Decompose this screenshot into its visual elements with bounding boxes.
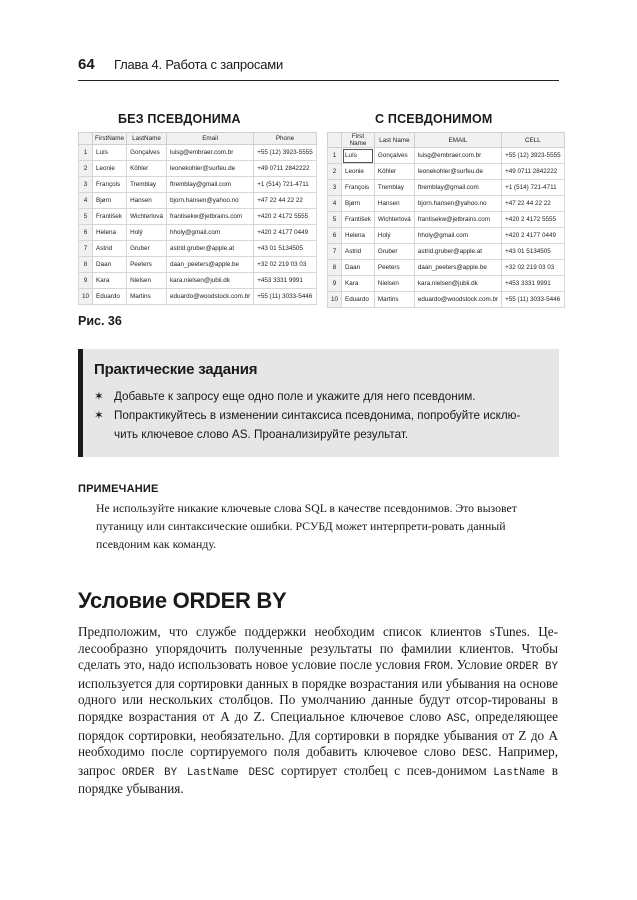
table-row xyxy=(328,164,565,180)
table-cell: ftremblay@gmail.com xyxy=(166,177,253,193)
table-cell: Daan xyxy=(342,260,375,276)
table-cell: eduardo@woodstock.com.br xyxy=(414,292,501,308)
page-number: 64 xyxy=(78,56,95,73)
table-cell: François xyxy=(93,177,127,193)
table-cell: hholy@gmail.com xyxy=(414,228,501,244)
note-title: ПРИМЕЧАНИЕ xyxy=(78,483,159,495)
row-index: 9 xyxy=(79,273,93,289)
table-cell: Hansen xyxy=(374,196,414,212)
table-cell: kara.nielsen@jubii.dk xyxy=(414,276,501,292)
table-cell: frantisekw@jetbrains.com xyxy=(166,209,253,225)
table-cell: Peeters xyxy=(374,260,414,276)
table-cell: leonekohler@surfeu.de xyxy=(166,161,253,177)
inline-code: ORDER BY xyxy=(505,661,558,674)
table-cell: astrid.gruber@apple.at xyxy=(414,244,501,260)
exercise-list xyxy=(94,387,544,444)
row-index: 2 xyxy=(79,161,93,177)
inline-code: DESC xyxy=(462,748,489,761)
row-index: 7 xyxy=(79,241,93,257)
table-cell: +420 2 4172 5555 xyxy=(254,209,317,225)
table-cell: +43 01 5134505 xyxy=(254,241,317,257)
table-row xyxy=(328,260,565,276)
table-cell: +32 02 219 03 03 xyxy=(254,257,317,273)
table-cell: Helena xyxy=(93,225,127,241)
table-row xyxy=(328,180,565,196)
table-cell: +453 3331 9991 xyxy=(254,273,317,289)
exercise-item: ✶ Попрактикуйтесь в изменении синтаксиса псевдонима, попробуйте исклю-чить ключевое слово AS. Проанализируйте результат. xyxy=(94,406,544,444)
table-cell: +49 0711 2842222 xyxy=(502,164,565,180)
table-cell: Gonçalves xyxy=(127,145,167,161)
table-row xyxy=(79,193,317,209)
table-without-alias xyxy=(78,132,317,305)
table-row xyxy=(328,228,565,244)
table-cell: +32 02 219 03 03 xyxy=(502,260,565,276)
table-cell: +453 3331 9991 xyxy=(502,276,565,292)
table-header-row xyxy=(79,133,317,145)
table-cell: Kara xyxy=(93,273,127,289)
table-cell: Martins xyxy=(374,292,414,308)
table-header-row xyxy=(328,133,565,148)
figure-right-title: С ПСЕВДОНИМОМ xyxy=(375,112,493,126)
column-header xyxy=(79,133,93,145)
note-text: Не используйте никакие ключевые слова SQL в качестве псевдонимов. Это вызовет путаницу или синтаксические ошибки. РСУБД может интерпрети-ровать данный псевдоним как команду. xyxy=(96,501,517,551)
table-cell: Martins xyxy=(127,289,167,305)
inline-code: LastName xyxy=(493,766,546,779)
table-cell: Holý xyxy=(374,228,414,244)
table-cell: daan_peeters@apple.be xyxy=(166,257,253,273)
table-cell: +1 (514) 721-4711 xyxy=(502,180,565,196)
table-row xyxy=(79,209,317,225)
table-cell: +47 22 44 22 22 xyxy=(502,196,565,212)
table-cell: František xyxy=(93,209,127,225)
table-cell: Bjørn xyxy=(93,193,127,209)
table-row xyxy=(79,161,317,177)
table-cell: Helena xyxy=(342,228,375,244)
column-header: LastName xyxy=(127,133,167,145)
table-row xyxy=(328,244,565,260)
table-cell: Gruber xyxy=(374,244,414,260)
row-index: 3 xyxy=(79,177,93,193)
table-cell: Tremblay xyxy=(127,177,167,193)
table-cell: Luís xyxy=(342,148,375,164)
table-cell: Peeters xyxy=(127,257,167,273)
table-cell: Nielsen xyxy=(127,273,167,289)
table-cell: Luís xyxy=(93,145,127,161)
table-cell: Gruber xyxy=(127,241,167,257)
row-index: 7 xyxy=(328,244,342,260)
table-cell: Eduardo xyxy=(342,292,375,308)
figure-left-title: БЕЗ ПСЕВДОНИМА xyxy=(118,112,241,126)
column-header: FirstName xyxy=(93,133,127,145)
row-index: 6 xyxy=(328,228,342,244)
table-cell: +55 (11) 3033-5446 xyxy=(254,289,317,305)
table-cell: Hansen xyxy=(127,193,167,209)
row-index: 10 xyxy=(328,292,342,308)
table-with-alias xyxy=(327,132,565,308)
exercise-title: Практические задания xyxy=(94,361,258,378)
table-cell: +420 2 4177 0449 xyxy=(502,228,565,244)
header-rule xyxy=(78,80,559,81)
row-index: 9 xyxy=(328,276,342,292)
table-cell: Daan xyxy=(93,257,127,273)
column-header: Last Name xyxy=(374,133,414,148)
table-row xyxy=(328,276,565,292)
table-row xyxy=(79,273,317,289)
table-cell: astrid.gruber@apple.at xyxy=(166,241,253,257)
table-cell: +47 22 44 22 22 xyxy=(254,193,317,209)
table-row xyxy=(79,257,317,273)
table-cell: luisg@embraer.com.br xyxy=(414,148,501,164)
table-cell: bjorn.hansen@yahoo.no xyxy=(166,193,253,209)
table-cell: Gonçalves xyxy=(374,148,414,164)
table-cell: František xyxy=(342,212,375,228)
inline-code: FROM xyxy=(423,661,450,674)
row-index: 4 xyxy=(328,196,342,212)
table-row xyxy=(79,177,317,193)
table-cell: Köhler xyxy=(374,164,414,180)
row-index: 2 xyxy=(328,164,342,180)
row-index: 5 xyxy=(328,212,342,228)
table-cell: +55 (12) 3923-5555 xyxy=(502,148,565,164)
figure-caption: Рис. 36 xyxy=(78,314,122,328)
exercise-accent-bar xyxy=(78,349,83,457)
table-row xyxy=(328,196,565,212)
table-cell: Eduardo xyxy=(93,289,127,305)
table-cell: Köhler xyxy=(127,161,167,177)
table-cell: François xyxy=(342,180,375,196)
table-cell: Leonie xyxy=(93,161,127,177)
table-cell: kara.nielsen@jubii.dk xyxy=(166,273,253,289)
row-index: 1 xyxy=(328,148,342,164)
column-header: Phone xyxy=(254,133,317,145)
table-row xyxy=(79,241,317,257)
table-cell: Tremblay xyxy=(374,180,414,196)
table-cell: +55 (11) 3033-5446 xyxy=(502,292,565,308)
table-cell: Bjørn xyxy=(342,196,375,212)
page-header xyxy=(78,54,558,82)
row-index: 3 xyxy=(328,180,342,196)
table-row xyxy=(328,212,565,228)
table-cell: +420 2 4177 0449 xyxy=(254,225,317,241)
table-cell: Holý xyxy=(127,225,167,241)
table-row xyxy=(79,145,317,161)
table-row xyxy=(328,292,565,308)
table-row xyxy=(328,148,565,164)
column-header xyxy=(328,133,342,148)
table-cell: +49 0711 2842222 xyxy=(254,161,317,177)
inline-code: ASC xyxy=(446,712,467,725)
column-header: CELL xyxy=(502,133,565,148)
column-header: EMAIL xyxy=(414,133,501,148)
table-row xyxy=(79,225,317,241)
asterisk-bullet-icon: ✶ xyxy=(94,409,104,422)
table-cell: Leonie xyxy=(342,164,375,180)
table-cell: leonekohler@surfeu.de xyxy=(414,164,501,180)
table-cell: +420 2 4172 5555 xyxy=(502,212,565,228)
table-cell: +55 (12) 3923-5555 xyxy=(254,145,317,161)
row-index: 1 xyxy=(79,145,93,161)
table-cell: luisg@embraer.com.br xyxy=(166,145,253,161)
table-cell: Wichterlová xyxy=(374,212,414,228)
body-paragraph: Предположим, что службе поддержки необходим список клиентов sTunes. Це-лесообразно упорядочить полученные результаты по фамилии клиентов. Чтобы сделать это, надо использовать новое условие после условия FROM. Условие ORDER BY используется для сортировки данных в порядке возрастания или убывания на основе одного или нескольких столбцов. По умолчанию данные будут отсор-тированы в порядке возрастания от A до Z. Специальное ключевое слово ASC, определяющее порядок сортировки, необязательно. Для сортировки в порядке убывания от Z до A необходимо после сортируемого поля добавить ключевое слово DESC. Например, запрос ORDER BY LastName DESC сортирует столбец с псев-донимом LastName в порядке убывания. xyxy=(78,624,558,797)
row-index: 4 xyxy=(79,193,93,209)
table-cell: Astrid xyxy=(342,244,375,260)
column-header: Email xyxy=(166,133,253,145)
table-cell: Nielsen xyxy=(374,276,414,292)
inline-code: ORDER BY LastName DESC xyxy=(121,766,275,779)
table-cell: +1 (514) 721-4711 xyxy=(254,177,317,193)
exercise-item: ✶ Добавьте к запросу еще одно поле и укажите для него псевдоним. xyxy=(94,387,544,406)
table-cell: daan_peeters@apple.be xyxy=(414,260,501,276)
row-index: 5 xyxy=(79,209,93,225)
row-index: 8 xyxy=(328,260,342,276)
table-cell: ftremblay@gmail.com xyxy=(414,180,501,196)
asterisk-bullet-icon: ✶ xyxy=(94,390,104,403)
table-cell: bjorn.hansen@yahoo.no xyxy=(414,196,501,212)
row-index: 8 xyxy=(79,257,93,273)
running-title: Глава 4. Работа с запросами xyxy=(114,57,284,72)
table-cell: Wichterlová xyxy=(127,209,167,225)
table-cell: Astrid xyxy=(93,241,127,257)
row-index: 6 xyxy=(79,225,93,241)
exercise-box xyxy=(78,349,559,457)
table-cell: hholy@gmail.com xyxy=(166,225,253,241)
table-cell: +43 01 5134505 xyxy=(502,244,565,260)
table-cell: eduardo@woodstock.com.br xyxy=(166,289,253,305)
table-cell: frantisekw@jetbrains.com xyxy=(414,212,501,228)
section-heading: Условие ORDER BY xyxy=(78,588,287,613)
table-row xyxy=(79,289,317,305)
row-index: 10 xyxy=(79,289,93,305)
table-cell: Kara xyxy=(342,276,375,292)
column-header: First Name xyxy=(342,133,375,148)
